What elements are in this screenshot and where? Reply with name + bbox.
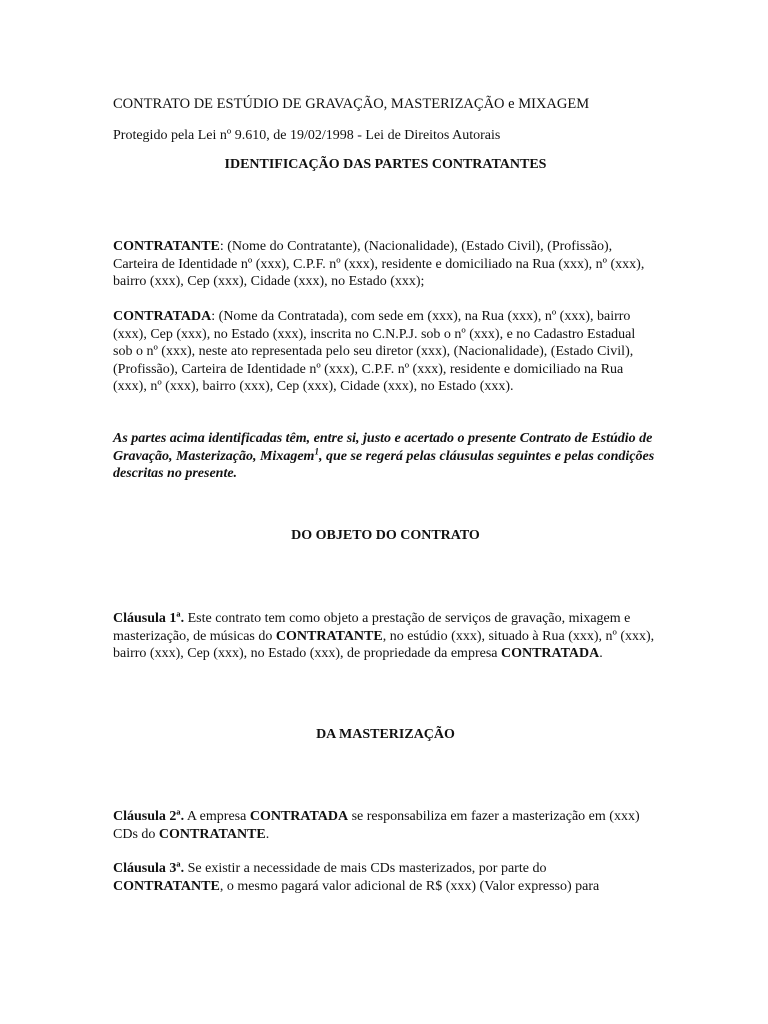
clause-3-text-a: Se existir a necessidade de mais CDs masterizados, por parte do [184, 861, 547, 876]
clause-2-paragraph [113, 808, 658, 843]
clause-1-label: Cláusula 1ª. [113, 611, 185, 626]
clause-1-text-b: , no estúdio (xxx), situado à Rua (xxx), nº (xxx), bairro (xxx), Cep (xxx), no Estado (xxx), de propriedade da empresa [113, 628, 655, 661]
clause-2-text-b: se responsabiliza em fazer a masterização em (xxx) CDs do [113, 809, 640, 842]
clause-1-bold-b: CONTRATADA [500, 646, 600, 661]
clause-3-label: Cláusula 3ª. [113, 861, 185, 876]
clause-3-text-b: , o mesmo pagará valor adicional de R$ (xxx) (Valor expresso) para [219, 878, 600, 894]
contratante-text: : (Nome do Contratante), (Nacionalidade), (Estado Civil), (Profissão), Carteira de Identidade nº (xxx), C.P.F. nº (xxx), residente e domiciliado na Rua (xxx), nº (xxx), bairro (xxx), Cep (xxx), Cidade (xxx), no Estado (xxx); [113, 239, 645, 289]
document-subtitle: Protegido pela Lei nº 9.610, de 19/02/1998 - Lei de Direitos Autorais [113, 128, 501, 143]
clause-1-bold-a: CONTRATANTE [275, 628, 383, 644]
clause-3-bold-a: CONTRATANTE [113, 878, 220, 894]
contratante-paragraph [113, 238, 658, 291]
intro-text-1: As partes acima identificadas têm, entre si, justo e acertado o presente Contrato de Estúdio de Gravação, Masterização, Mixagem [113, 431, 653, 464]
intro-text-2: , que se regerá pelas cláusulas seguintes e pelas condições descritas no presente. [113, 448, 655, 481]
clause-2-bold-b: CONTRATANTE [158, 826, 266, 842]
clause-1-text-a: Este contrato tem como objeto a prestação de serviços de gravação, mixagem e masterização, de músicas do [113, 611, 631, 644]
contratada-label: CONTRATADA [113, 309, 212, 324]
intro-paragraph [113, 430, 658, 483]
clause-1-text-c: . [599, 646, 603, 661]
clause-3-paragraph [113, 860, 658, 895]
clause-2-bold-a: CONTRATADA [249, 809, 349, 824]
footnote-marker: 1 [314, 445, 319, 456]
document-title: CONTRATO DE ESTÚDIO DE GRAVAÇÃO, MASTERIZAÇÃO e MIXAGEM [113, 96, 590, 112]
section-heading-parties: IDENTIFICAÇÃO DAS PARTES CONTRATANTES [224, 157, 547, 172]
contratada-text: : (Nome da Contratada), com sede em (xxx), na Rua (xxx), nº (xxx), bairro (xxx), Cep (xxx), no Estado (xxx), inscrita no C.N.P.J. sob o nº (xxx), e no Cadastro Estadual sob o nº (xxx), neste ato representada pelo seu diretor (xxx), (Nacionalidade), (Estado Civil), (Profissão), Carteira de Identidade nº (xxx), C.P.F. nº (xxx), residente e domiciliado na Rua (xxx), nº (xxx), bairro (xxx), Cep (xxx), Cidade (xxx), no Estado (xxx). [113, 309, 636, 394]
clause-2-label: Cláusula 2ª. [113, 809, 185, 824]
section-heading-mastering: DA MASTERIZAÇÃO [316, 727, 455, 742]
clause-1-paragraph [113, 610, 658, 663]
contratante-label: CONTRATANTE [113, 239, 220, 254]
clause-2-text-a: A empresa [184, 809, 250, 824]
clause-2-text-c: . [265, 826, 270, 842]
section-heading-object: DO OBJETO DO CONTRATO [291, 528, 480, 543]
contratada-paragraph [113, 308, 658, 396]
